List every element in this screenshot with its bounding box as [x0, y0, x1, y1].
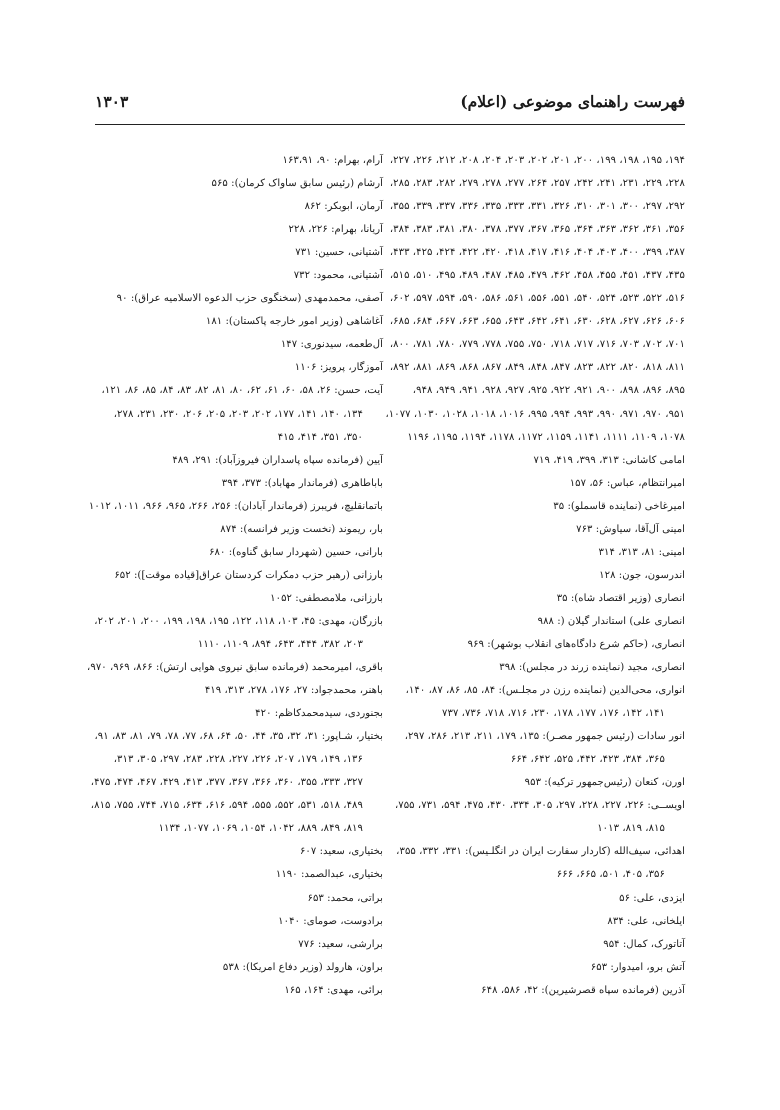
index-entry: ایلخانی، علی: ۸۳۴ [607, 915, 685, 927]
index-entry: ۱۹۴، ۱۹۵، ۱۹۸، ۱۹۹، ۲۰۰، ۲۰۱، ۲۰۲، ۲۰۳، ۲۰۴، ۲۰۸، ۲۱۲، ۲۲۶، ۲۲۷، [389, 155, 685, 166]
header-rule [95, 124, 685, 125]
index-entry: امیرغاخی (نماینده قاسملو): ۳۵ [553, 500, 685, 512]
index-entry: بارزانی، ملامصطفی: ۱۰۵۲ [270, 592, 383, 604]
index-entry: بختیاری، سعید: ۶۰۷ [299, 846, 383, 858]
index-entry: ۳۵۶، ۳۶۱، ۳۶۲، ۳۶۳، ۳۶۴، ۳۶۵، ۳۶۷، ۳۷۷، ۳۷۸، ۳۸۰، ۳۸۱، ۳۸۳، ۳۸۴، [389, 224, 685, 236]
index-entry: باباطاهری (فرماندار مهاباد): ۳۷۳، ۳۹۴ [221, 477, 383, 489]
index-entry: ۷۰۱، ۷۰۲، ۷۰۳، ۷۱۶، ۷۱۷، ۷۱۸، ۷۵۰، ۷۵۵، ۷۷۸، ۷۷۹، ۷۸۰، ۷۸۱، ۸۰۰، [389, 339, 685, 351]
index-entry: آرام، بهرام: ۹۰، ۱۶۳،۹۱ [282, 155, 383, 166]
index-entry: آشتیانی، حسین: ۷۳۱ [295, 247, 383, 259]
index-entry-continuation: ۱۳۶، ۱۴۹، ۱۷۹، ۲۰۷، ۲۲۶، ۲۲۷، ۲۲۸، ۲۸۳، ۲۹۷، ۳۰۵، ۳۱۳، [113, 754, 363, 766]
index-column-left [87, 149, 383, 1002]
index-entry: انصاری، (حاکم شرع دادگاه‌های انقلاب بوشهر): ۹۶۹ [467, 638, 685, 650]
index-entry-continuation: ۲۰۳، ۳۸۲، ۴۴۴، ۶۴۳، ۸۹۴، ۱۱۰۹، ۱۱۱۰ [197, 638, 363, 650]
index-entry: بارانی، حسین (شهردار سابق گناوه): ۶۸۰ [209, 546, 383, 558]
index-entry: آل‌طعمه، سیدنوری: ۱۴۷ [280, 339, 383, 351]
index-entry: انصاری علی) استاندار گیلان (: ۹۸۸ [537, 615, 685, 627]
page-header [95, 92, 685, 122]
index-entry: اهدائی، سیف‌الله (کاردار سفارت ایران در انگلـیس): ۳۳۱، ۳۳۲، ۳۵۵، [396, 846, 685, 858]
page-number: ۱۳۰۳ [95, 92, 129, 111]
index-entry: براتی، محمد: ۶۵۳ [307, 892, 383, 904]
index-entry-continuation: ۳۲۷، ۳۳۳، ۳۵۵، ۳۶۰، ۳۶۶، ۳۶۷، ۳۷۷، ۴۱۳، ۴۲۹، ۴۶۷، ۴۷۴، ۴۷۵، [90, 777, 363, 789]
index-entry: بارزانی (رهبر حزب دمکرات کردستان عراق[قیاده موقت]): ۶۵۲ [114, 569, 383, 581]
index-entry: آریانا، بهرام: ۲۲۶، ۲۲۸ [288, 224, 383, 236]
index-entry: باتمانقلیچ، فریبرز (فرماندار آبادان): ۲۵۶، ۲۶۶، ۹۶۵، ۹۶۶، ۱۰۱۱، ۱۰۱۲ [88, 500, 383, 512]
index-column-right [385, 149, 685, 1002]
index-entry: براون، هارولد (وزیر دفاع امریکا): ۵۳۸ [222, 961, 383, 973]
index-entry-continuation: ۴۸۹، ۵۱۸، ۵۳۱، ۵۵۲، ۵۵۵، ۵۹۴، ۶۱۶، ۶۳۴، ۷۱۵، ۷۴۴، ۷۵۵، ۸۱۵، [90, 800, 363, 812]
index-entry: آتش برو، امیدوار: ۶۵۳ [590, 961, 685, 973]
index-entry: اویســی: ۲۲۶، ۲۲۷، ۲۲۸، ۲۹۷، ۳۰۵، ۳۳۴، ۴۳۰، ۴۷۵، ۵۹۴، ۷۳۱، ۷۵۵، [394, 800, 685, 812]
index-entry: بازرگان، مهدی: ۴۵، ۱۰۳، ۱۱۸، ۱۲۲، ۱۹۵، ۱۹۸، ۱۹۹، ۲۰۰، ۲۰۱، ۲۰۲، [94, 615, 383, 627]
index-entry: ۶۰۶، ۶۲۶، ۶۲۷، ۶۲۸، ۶۳۰، ۶۴۱، ۶۴۲، ۶۴۳، ۶۵۵، ۶۶۳، ۶۶۷، ۶۸۴، ۶۸۵، [389, 316, 685, 328]
index-entry: آتاتورک، کمال: ۹۵۴ [603, 938, 685, 950]
index-entry: ۲۹۲، ۲۹۷، ۳۰۰، ۳۰۱، ۳۱۰، ۳۲۶، ۳۳۱، ۳۳۳، ۳۳۵، ۳۳۶، ۳۳۷، ۳۳۹، ۳۵۵، [389, 201, 685, 213]
index-entry: آصفی، محمدمهدی (سخنگوی حزب الدعوه الاسلامیه عراق): ۹۰ [116, 293, 383, 305]
index-entry: ۲۲۸، ۲۲۹، ۲۳۱، ۲۴۱، ۲۴۲، ۲۵۷، ۲۶۴، ۲۷۷، ۲۷۸، ۲۷۹، ۲۸۲، ۲۸۳، ۲۸۵، [389, 178, 685, 190]
index-entry: ۳۸۷، ۳۹۹، ۴۰۰، ۴۰۳، ۴۰۴، ۴۱۶، ۴۱۷، ۴۱۸، ۴۲۰، ۴۲۲، ۴۲۴، ۴۲۵، ۴۳۳، [389, 247, 685, 259]
index-entry: برائی، مهدی: ۱۶۴، ۱۶۵ [284, 984, 383, 996]
index-entry: بختیاری، عبدالصمد: ۱۱۹۰ [275, 869, 383, 881]
index-entry: آیت، حسن: ۲۶، ۵۸، ۶۰، ۶۱، ۶۲، ۸۰، ۸۱، ۸۲، ۸۳، ۸۴، ۸۵، ۸۶، ۱۲۱، [101, 385, 383, 397]
index-entry-continuation: ۸۱۹، ۸۴۹، ۸۸۹، ۱۰۴۲، ۱۰۵۴، ۱۰۶۹، ۱۰۷۷، ۱۱۳۴ [158, 823, 363, 835]
index-entry: آموزگار، پرویز: ۱۱۰۶ [294, 362, 383, 374]
index-entry: آذرین (فرمانده سپاه قصرشیرین): ۴۲، ۵۸۶، ۶۴۸ [481, 984, 685, 996]
index-entry: امینی: ۸۱، ۳۱۳، ۳۱۴ [598, 546, 685, 558]
index-entry: انور سادات (رئیس جمهور مصـر): ۱۳۵، ۱۷۹، ۲۱۱، ۲۱۳، ۲۸۶، ۲۹۷، [404, 731, 685, 743]
index-entry: ۸۱۱، ۸۱۸، ۸۲۰، ۸۲۲، ۸۲۳، ۸۴۷، ۸۴۸، ۸۴۹، ۸۶۷، ۸۶۸، ۸۶۹، ۸۸۱، ۸۹۲، [389, 362, 685, 374]
index-entry-continuation: ۳۵۶، ۴۰۵، ۵۰۱، ۶۶۵، ۶۶۶ [556, 869, 665, 881]
index-entry: باقری، امیرمحمد (فرمانده سابق نیروی هوایی ارتش): ۸۶۶، ۹۶۹، ۹۷۰، [87, 662, 383, 674]
index-entry: انصاری، مجید (نماینده زرند در مجلس): ۳۹۸ [499, 662, 685, 674]
index-entry: آرشام (رئیس سابق ساواک کرمان): ۵۶۵ [211, 178, 383, 190]
index-entry: برارشی، سعید: ۷۷۶ [298, 938, 383, 950]
index-entry: برادوست، صومای: ۱۰۴۰ [278, 915, 383, 927]
index-entry: انواری، محی‌الدین (نماینده رزن در مجلـس): ۸۴، ۸۵، ۸۶، ۸۷، ۱۴۰، [405, 685, 685, 697]
index-entry: اندرسون، جون: ۱۲۸ [599, 569, 685, 581]
index-entry: آغاشاهی (وزیر امور خارجه پاکستان): ۱۸۱ [205, 316, 383, 328]
index-entry: امینی آل‌آقا، سیاوش: ۷۶۳ [576, 523, 685, 535]
index-entry: ۴۳۵، ۴۳۷، ۴۵۱، ۴۵۵، ۴۵۸، ۴۶۲، ۴۷۹، ۴۸۵، ۴۸۷، ۴۸۹، ۴۹۵، ۵۱۰، ۵۱۵، [389, 270, 685, 282]
index-entry: بار، ریموند (نخست وزیر فرانسه): ۸۷۴ [220, 523, 383, 535]
index-entry-continuation: ۱۴۱، ۱۴۲، ۱۷۶، ۱۷۷، ۱۷۸، ۲۳۰، ۷۱۶، ۷۱۸، ۷۳۶، ۷۳۷ [442, 708, 665, 720]
index-entry: انصاری (وزیر اقتصاد شاه): ۳۵ [556, 592, 685, 604]
index-entry: ۵۱۶، ۵۲۲، ۵۲۳، ۵۲۴، ۵۴۰، ۵۵۱، ۵۵۶، ۵۶۱، ۵۸۶، ۵۹۰، ۵۹۴، ۵۹۷، ۶۰۲، [389, 293, 685, 305]
index-entry: آیین (فرمانده سپاه پاسداران فیروزآباد): ۲۹۱، ۴۸۹ [172, 454, 383, 466]
index-entry: باهنر، محمدجواد: ۲۷، ۱۷۶، ۲۷۸، ۳۱۳، ۴۱۹ [204, 685, 383, 697]
index-entry: ایزدی، علی: ۵۶ [619, 892, 685, 904]
index-entry: ۸۹۵، ۸۹۶، ۸۹۸، ۹۰۰، ۹۲۱، ۹۲۲، ۹۲۵، ۹۲۷، ۹۲۸، ۹۴۱، ۹۴۹، ۹۴۸، [412, 385, 685, 397]
index-entry: بجنوردی، سیدمحمدکاظم: ۴۲۰ [255, 708, 383, 720]
index-entry-continuation: ۸۱۵، ۸۱۹، ۱۰۱۳ [597, 823, 665, 835]
index-entry-continuation: ۱۳۴، ۱۴۰، ۱۴۱، ۱۷۷، ۲۰۲، ۲۰۳، ۲۰۵، ۲۰۶، ۲۳۰، ۲۳۱، ۲۷۸، [113, 408, 363, 420]
index-entry: ۹۵۱، ۹۷۰، ۹۷۱، ۹۹۰، ۹۹۳، ۹۹۴، ۹۹۵، ۱۰۱۶، ۱۰۱۸، ۱۰۲۸، ۱۰۳۰، ۱۰۷۷، [385, 408, 685, 420]
index-entry: امامی کاشانی: ۳۱۳، ۳۹۹، ۴۱۹، ۷۱۹ [533, 454, 685, 466]
page-title: فهرست راهنمای موضوعی (اعلام) [460, 92, 685, 111]
index-entry: امیرانتظام، عباس: ۵۶، ۱۵۷ [569, 477, 685, 489]
index-entry-continuation: ۳۵۰، ۳۵۱، ۴۱۴، ۴۱۵ [277, 431, 363, 443]
index-entry: بختیار، شـاپور: ۳۱، ۳۲، ۳۵، ۴۴، ۵۰، ۶۴، ۶۸، ۷۷، ۷۸، ۷۹، ۸۱، ۸۳، ۹۱، [94, 731, 383, 743]
index-entry: آشتیانی، محمود: ۷۳۲ [293, 270, 383, 282]
index-entry-continuation: ۳۶۵، ۳۸۴، ۴۲۳، ۴۴۲، ۵۲۵، ۶۴۲، ۶۶۴ [510, 754, 665, 766]
index-entry: آرمان، ابوبکر: ۸۶۲ [304, 201, 383, 213]
index-entry: اورن، کنعان (رئیس‌جمهور ترکیه): ۹۵۳ [524, 777, 685, 789]
index-entry: ۱۰۷۸، ۱۱۰۹، ۱۱۱۱، ۱۱۴۱، ۱۱۵۹، ۱۱۷۲، ۱۱۷۸، ۱۱۹۴، ۱۱۹۵، ۱۱۹۶ [407, 431, 685, 443]
